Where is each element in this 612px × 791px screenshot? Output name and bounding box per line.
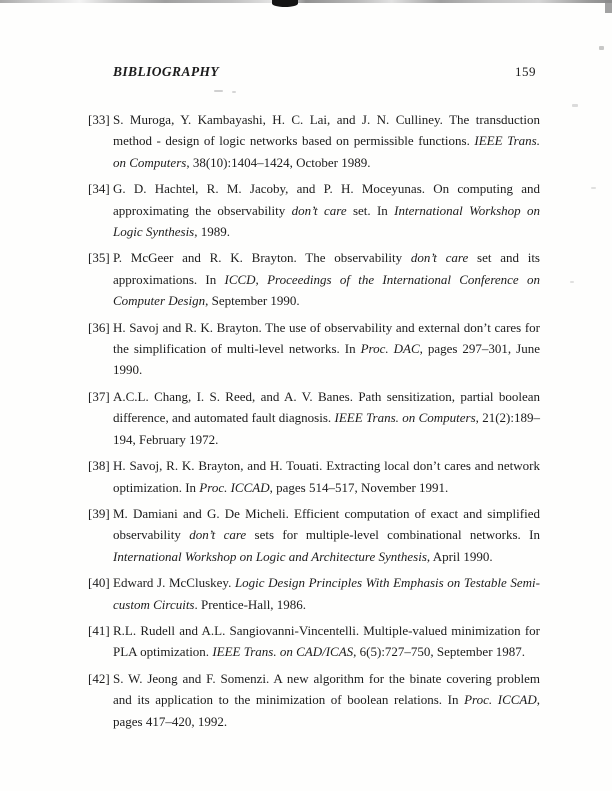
entry-number: [40] [88, 575, 110, 591]
entry-text: P. McGeer and R. K. Brayton. The observability don’t care set and its approximations. In ICCD, Proceedings of the International Conference on Computer Design, September 1990. [113, 250, 540, 309]
entry-text: M. Damiani and G. De Micheli. Efficient computation of exact and simplified observability don’t care sets for multiple-level combinational networks. In International Workshop on Logic and Architecture Synthesis, April 1990. [113, 505, 540, 564]
scan-speck [599, 46, 604, 50]
scan-speck [591, 187, 596, 189]
bibliography-entry [88, 109, 540, 173]
entry-text: H. Savoj, R. K. Brayton, and H. Touati. Extracting local don’t cares and network optimization. In Proc. ICCAD, pages 514–517, November 1991. [113, 458, 540, 495]
bibliography-entry [88, 503, 540, 567]
bibliography-entry [88, 455, 540, 498]
entry-number: [34] [88, 181, 110, 197]
bibliography-entry [88, 668, 540, 732]
entry-number: [41] [88, 622, 110, 638]
scan-speck [572, 104, 578, 107]
bibliography-list [88, 109, 540, 732]
bibliography-entry [88, 178, 540, 242]
scan-speck [570, 281, 574, 283]
entry-text: R.L. Rudell and A.L. Sangiovanni-Vincentelli. Multiple-valued minimization for PLA optimization. IEEE Trans. on CAD/ICAS, 6(5):727–750, September 1987. [113, 622, 540, 660]
entry-number: [39] [88, 505, 110, 521]
entry-number: [36] [88, 319, 110, 335]
entry-text: S. W. Jeong and F. Somenzi. A new algorithm for the binate covering problem and its application to the minimization of boolean relations. In Proc. ICCAD, pages 417–420, 1992. [113, 670, 540, 729]
entry-text: H. Savoj and R. K. Brayton. The use of observability and external don’t cares for the simplification of multi-level networks. In Proc. DAC, pages 297–301, June 1990. [113, 319, 540, 378]
entry-number: [33] [88, 112, 110, 127]
bibliography-entry [88, 317, 540, 381]
scan-artifact-top-band [0, 0, 612, 3]
running-head: BIBLIOGRAPHY [113, 64, 220, 79]
entry-text: G. D. Hachtel, R. M. Jacoby, and P. H. Moceyunas. On computing and approximating the observability don’t care set. In International Workshop on Logic Synthesis, 1989. [113, 181, 540, 240]
page-content [88, 64, 540, 737]
bibliography-entry [88, 247, 540, 311]
scan-artifact-corner [605, 0, 612, 13]
scan-artifact-ink-blob [272, 0, 298, 7]
entry-text: A.C.L. Chang, I. S. Reed, and A. V. Banes. Path sensitization, partial boolean difference, and automated fault diagnosis. IEEE Trans. on Computers, 21(2):189–194, February 1972. [113, 388, 541, 447]
page-number: 159 [515, 64, 536, 79]
entry-number: [38] [88, 458, 110, 474]
entry-text: S. Muroga, Y. Kambayashi, H. C. Lai, and J. N. Culliney. The transduction method - design of logic networks based on permissible functions. IEEE Trans. on Computers, 38(10):1404–1424, October 1989. [113, 112, 540, 170]
bibliography-entry [88, 572, 540, 615]
entry-text: Edward J. McCluskey. Logic Design Principles With Emphasis on Testable Semi-custom Circuits. Prentice-Hall, 1986. [113, 575, 540, 612]
entry-number: [37] [88, 388, 110, 404]
bibliography-entry [88, 386, 540, 450]
bibliography-entry [88, 620, 540, 663]
page-header [113, 64, 540, 80]
entry-number: [35] [88, 250, 110, 266]
entry-number: [42] [88, 670, 110, 686]
